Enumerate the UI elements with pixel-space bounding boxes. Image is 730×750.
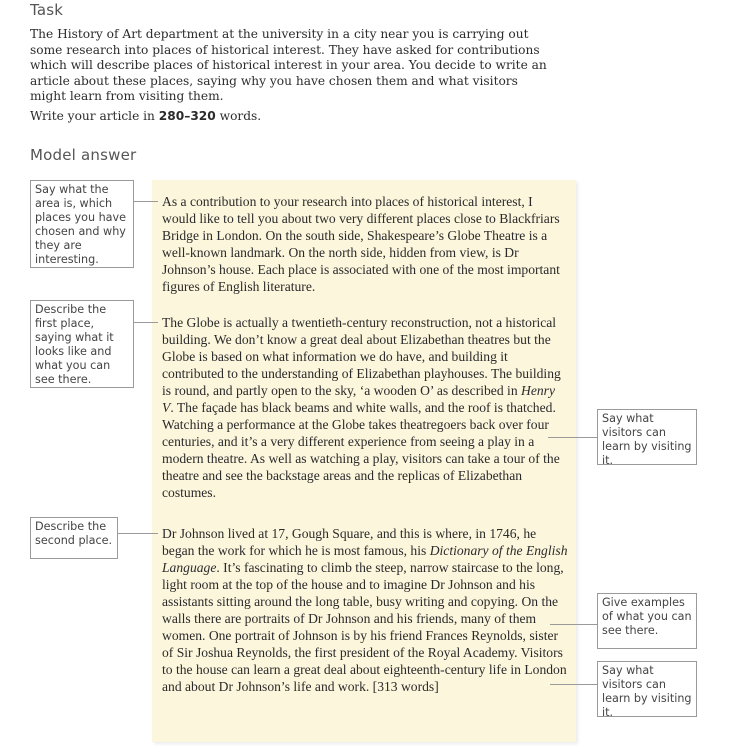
connector-line-intro — [134, 201, 158, 202]
margin-note-examples: Give examples of what you can see there. — [597, 593, 697, 649]
task-paragraph: The History of Art department at the university in a city near you is carrying out some research into places of historical interest. They have asked for contributions which will describe places of historical interest in your area. You decide to write an article about these places, saying why you have chosen them and what visitors might learn from visiting them. — [30, 27, 547, 104]
play-title: Henry V — [162, 383, 555, 415]
johnson-text-part-2: . It’s fascinating to climb the steep, narrow staircase to the long, light room at the top of the house and to imagine Dr Johnson and his assistants sitting around the long table, busy writing and copying. On the walls there are portraits of Dr Johnson and his friends, many of them women. One portrait of Johnson is by his friend Frances Reynolds, sister of Sir Joshua Reynolds, the first president of the Royal Academy. Visitors to the house can learn a great deal about eighteenth-century life in London and about Dr Johnson’s life and work. [313 words] — [162, 560, 567, 694]
connector-line-second-place — [118, 533, 158, 534]
answer-paragraph-globe — [162, 314, 570, 501]
answer-paragraph-johnson — [162, 525, 570, 695]
task-description — [30, 27, 550, 125]
connector-line-visitors-johnson — [550, 684, 597, 685]
globe-text-part-1: The Globe is actually a twentieth-century reconstruction, not a historical building. We don’t know a great deal about Elizabethan theatres but the Globe is based on what information we do have, and building it contributed to the understanding of Elizabethan playhouses. The building is round, and partly open to the sky, ‘a wooden O’ as described in — [162, 315, 561, 398]
instruction-before: Write your article in — [30, 108, 159, 123]
connector-line-examples — [550, 624, 597, 625]
margin-note-intro: Say what the area is, which places you have chosen and why they are interesting. — [30, 180, 134, 268]
dictionary-title: Dictionary of the English Language — [162, 543, 568, 575]
connector-line-visitors-globe — [548, 437, 597, 438]
connector-line-first-place — [134, 322, 158, 323]
task-heading: Task — [30, 1, 64, 19]
instruction-after: words. — [215, 108, 262, 123]
globe-text-part-2: . The façade has black beams and white walls, and the roof is thatched. Watching a performance at the Globe takes theatregoers back over four centuries, and it’s a very different experience from seeing a play in a modern theatre. As well as watching a play, visitors can take a tour of the theatre and see the backstage areas and the replicas of Elizabethan costumes. — [162, 400, 560, 500]
margin-note-first-place: Describe the first place, saying what it looks like and what you can see there. — [30, 300, 134, 388]
johnson-text-part-1: Dr Johnson lived at 17, Gough Square, and this is where, in 1746, he began the work for which he is most famous, his — [162, 526, 537, 558]
answer-paragraph-intro: As a contribution to your research into places of historical interest, I would like to tell you about two very different places close to Blackfriars Bridge in London. On the south side, Shakespeare’s Globe Theatre is a well-known landmark. On the north side, hidden from view, is Dr Johnson’s house. Each place is associated with one of the most important figures of English literature. — [162, 194, 560, 294]
margin-note-second-place: Describe the second place. — [30, 517, 118, 559]
model-answer-heading: Model answer — [30, 146, 137, 164]
word-count-range: 280–320 — [158, 108, 216, 123]
task-instruction — [30, 109, 550, 125]
margin-note-visitors-learn-globe: Say what visitors can learn by visiting it. — [597, 409, 697, 465]
margin-note-visitors-learn-johnson: Say what visitors can learn by visiting it. — [597, 661, 697, 717]
